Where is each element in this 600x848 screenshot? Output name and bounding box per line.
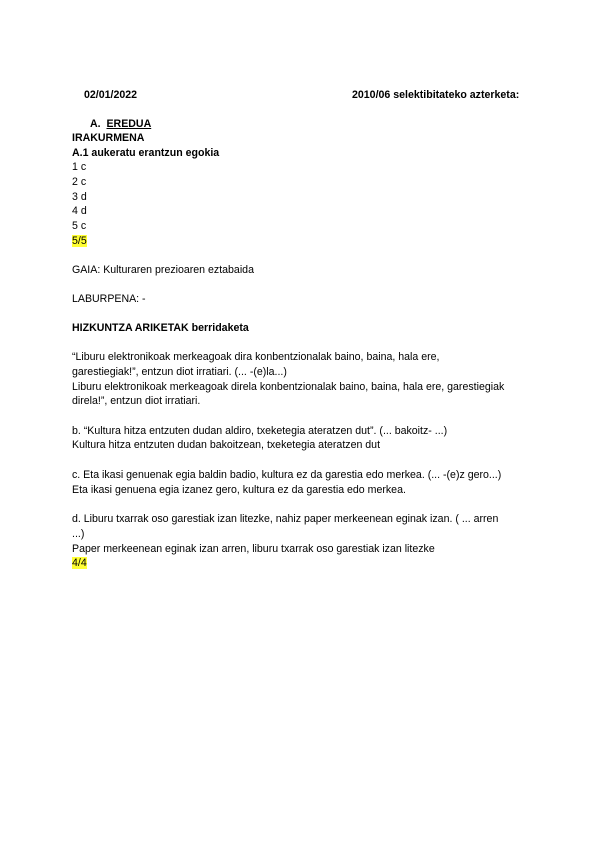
reading-heading: IRAKURMENA <box>72 132 145 144</box>
header-exam-title: 2010/06 selektibitateko azterketa: <box>352 89 520 101</box>
answer-item: 2 c <box>72 176 87 188</box>
section-title: EREDUA <box>106 118 152 130</box>
answer-item: 3 d <box>72 191 87 203</box>
reading-subheading: A.1 aukeratu erantzun egokia <box>72 147 220 159</box>
language-score: 4/4 <box>72 557 87 569</box>
exercise-d-question: d. Liburu txarrak oso garestiak izan litezke, nahiz paper merkeenean eginak izan. ( ... arren <box>72 513 499 525</box>
answer-item: 5 c <box>72 220 87 232</box>
answer-item: 4 d <box>72 205 87 217</box>
reading-score: 5/5 <box>72 235 87 247</box>
summary-line: LABURPENA: - <box>72 293 146 305</box>
exercise-c-answer: Eta ikasi genuena egia izanez gero, kultura ez da garestia edo merkea. <box>72 484 406 496</box>
topic-line: GAIA: Kulturaren prezioaren eztabaida <box>72 264 254 276</box>
exercise-a-question: “Liburu elektronikoak merkeagoak dira konbentzionalak baino, baina, hala ere, <box>72 351 440 363</box>
exercise-d-answer: Paper merkeenean eginak izan arren, liburu txarrak oso garestiak izan litezke <box>72 543 435 555</box>
header-date: 02/01/2022 <box>84 89 138 101</box>
exercise-a-question: garestiegiak!”, entzun diot irratiari. (... -(e)la...) <box>72 366 287 378</box>
answer-item: 1 c <box>72 161 87 173</box>
language-heading: HIZKUNTZA ARIKETAK berridaketa <box>72 322 249 334</box>
exercise-a-answer: direla!”, entzun diot irratiari. <box>72 395 201 407</box>
exercise-b-answer: Kultura hitza entzuten dudan bakoitzean, txeketegia ateratzen dut <box>72 439 381 451</box>
section-letter: A. <box>90 118 101 130</box>
section-heading <box>90 117 151 131</box>
exercise-c-question: c. Eta ikasi genuenak egia baldin badio, kultura ez da garestia edo merkea. (... -(e)z gero...) <box>72 469 502 481</box>
exercise-a-answer: Liburu elektronikoak merkeagoak direla konbentzionalak baino, baina, hala ere, garestiegiak <box>72 381 505 393</box>
exercise-b-question: b. “Kultura hitza entzuten dudan aldiro, txeketegia ateratzen dut”. (... bakoitz- ...) <box>72 425 448 437</box>
exercise-d-question: ...) <box>72 528 85 540</box>
